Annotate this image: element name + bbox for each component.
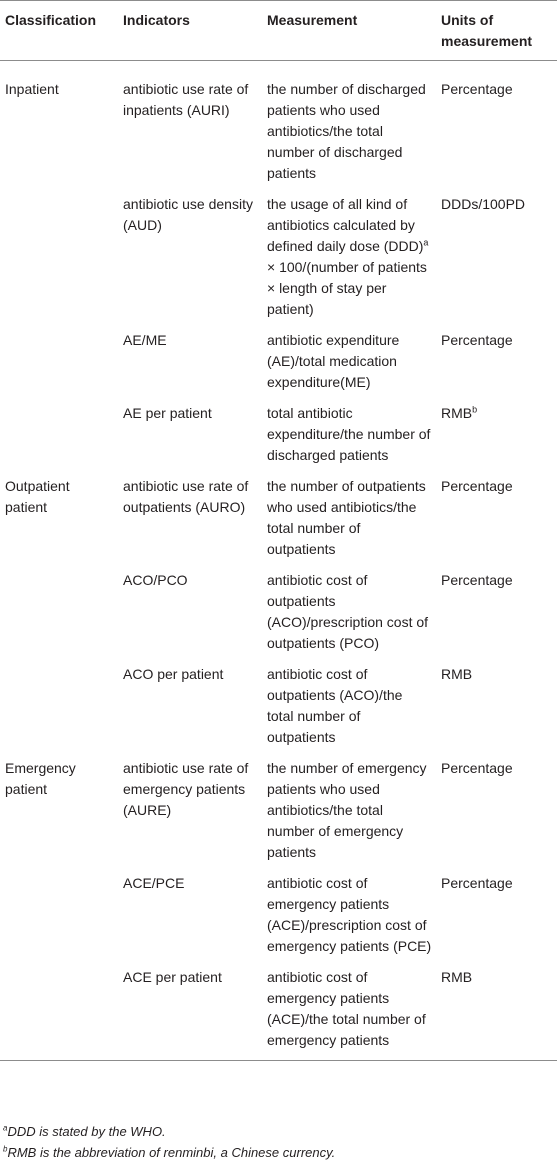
table-row: [0, 393, 557, 466]
cell-measurement: [262, 466, 436, 560]
cell-unit: [436, 863, 557, 957]
unit-text: Percentage: [441, 81, 513, 97]
table-header: [0, 1, 557, 61]
footnote-b: [0, 1142, 557, 1163]
header-row: [0, 1, 557, 61]
cell-unit: [436, 748, 557, 863]
cell-indicator: AE per patient: [123, 405, 212, 421]
cell-classification: [0, 184, 118, 320]
cell-classification: [0, 654, 118, 748]
measurement-text: the number of emergency patients who used antibiotics/the total number of emergency patients: [267, 760, 427, 860]
measurement-text: the usage of all kind of antibiotics calculated by defined daily dose (DDD): [267, 196, 424, 254]
cell-unit: [436, 320, 557, 393]
cell-indicator: antibiotic use rate of inpatients (AURI): [123, 81, 249, 118]
cell-indicator: ACO/PCO: [123, 572, 188, 588]
cell-classification: Inpatient: [5, 81, 59, 97]
cell-unit: [436, 654, 557, 748]
cell-unit: [436, 61, 557, 185]
header-classification: Classification: [5, 12, 97, 28]
header-indicators: Indicators: [123, 12, 190, 28]
measurement-text: the number of outpatients who used antibiotics/the total number of outpatients: [267, 478, 426, 557]
cell-indicator: AE/ME: [123, 332, 167, 348]
cell-unit: [436, 560, 557, 654]
cell-unit: [436, 466, 557, 560]
header-measurement: Measurement: [267, 12, 358, 28]
table-row: [0, 466, 557, 560]
table-row: [0, 560, 557, 654]
table-row: [0, 184, 557, 320]
unit-text: RMB: [441, 666, 473, 682]
table-row: [0, 654, 557, 748]
measurement-text: antibiotic cost of outpatients (ACO)/the total number of outpatients: [267, 666, 403, 745]
footnote-marker: b: [3, 1144, 8, 1154]
cell-indicator: antibiotic use rate of emergency patients (AURE): [123, 760, 249, 818]
footnote-text: RMB is the abbreviation of renminbi, a Chinese currency.: [7, 1145, 336, 1160]
footnote-ref: b: [472, 404, 478, 415]
cell-measurement: [262, 184, 436, 320]
unit-text: DDDs/100PD: [441, 196, 526, 212]
unit-text: Percentage: [441, 760, 513, 776]
table-row: [0, 748, 557, 863]
measurement-text: antibiotic cost of emergency patients (ACE)/the total number of emergency patients: [267, 969, 426, 1048]
cell-indicator: ACE/PCE: [123, 875, 185, 891]
cell-indicator: ACO per patient: [123, 666, 224, 682]
cell-measurement: [262, 863, 436, 957]
measurement-text: antibiotic expenditure (AE)/total medication expenditure(ME): [267, 332, 400, 390]
table-body: [0, 61, 557, 1061]
footnote-ref: a: [423, 237, 429, 248]
cell-indicator: ACE per patient: [123, 969, 222, 985]
footnote-text: DDD is stated by the WHO.: [7, 1124, 166, 1139]
unit-text: Percentage: [441, 572, 513, 588]
cell-classification: [0, 863, 118, 957]
measurement-text-cont: × 100/(number of patients × length of stay per patient): [267, 259, 427, 317]
cell-classification: Emergency patient: [5, 760, 76, 797]
unit-text: RMB: [441, 405, 473, 421]
cell-unit: [436, 393, 557, 466]
cell-measurement: [262, 654, 436, 748]
cell-classification: Outpatient patient: [5, 478, 70, 515]
measurement-text: antibiotic cost of emergency patients (ACE)/prescription cost of emergency patients (PCE): [267, 875, 432, 954]
cell-indicator: antibiotic use density (AUD): [123, 196, 253, 233]
unit-text: Percentage: [441, 478, 513, 494]
unit-text: Percentage: [441, 332, 513, 348]
header-units: Units of measurement: [441, 12, 533, 49]
cell-measurement: [262, 61, 436, 185]
cell-measurement: [262, 393, 436, 466]
cell-indicator: antibiotic use rate of outpatients (AURO): [123, 478, 249, 515]
measurement-text: the number of discharged patients who used antibiotics/the total number of discharged patients: [267, 81, 426, 181]
unit-text: RMB: [441, 969, 473, 985]
cell-measurement: [262, 320, 436, 393]
cell-unit: [436, 184, 557, 320]
footnotes: [0, 1121, 557, 1163]
unit-text: Percentage: [441, 875, 513, 891]
measurement-text: total antibiotic expenditure/the number of discharged patients: [267, 405, 431, 463]
table-row: [0, 957, 557, 1061]
footnote-marker: a: [3, 1123, 8, 1133]
cell-measurement: [262, 957, 436, 1061]
cell-classification: [0, 320, 118, 393]
cell-classification: [0, 393, 118, 466]
measurement-text: antibiotic cost of outpatients (ACO)/prescription cost of outpatients (PCO): [267, 572, 429, 651]
table-row: [0, 61, 557, 185]
table-row: [0, 863, 557, 957]
cell-classification: [0, 957, 118, 1061]
cell-classification: [0, 560, 118, 654]
cell-measurement: [262, 560, 436, 654]
cell-measurement: [262, 748, 436, 863]
cell-unit: [436, 957, 557, 1061]
table-row: [0, 320, 557, 393]
footnote-a: [0, 1121, 557, 1142]
